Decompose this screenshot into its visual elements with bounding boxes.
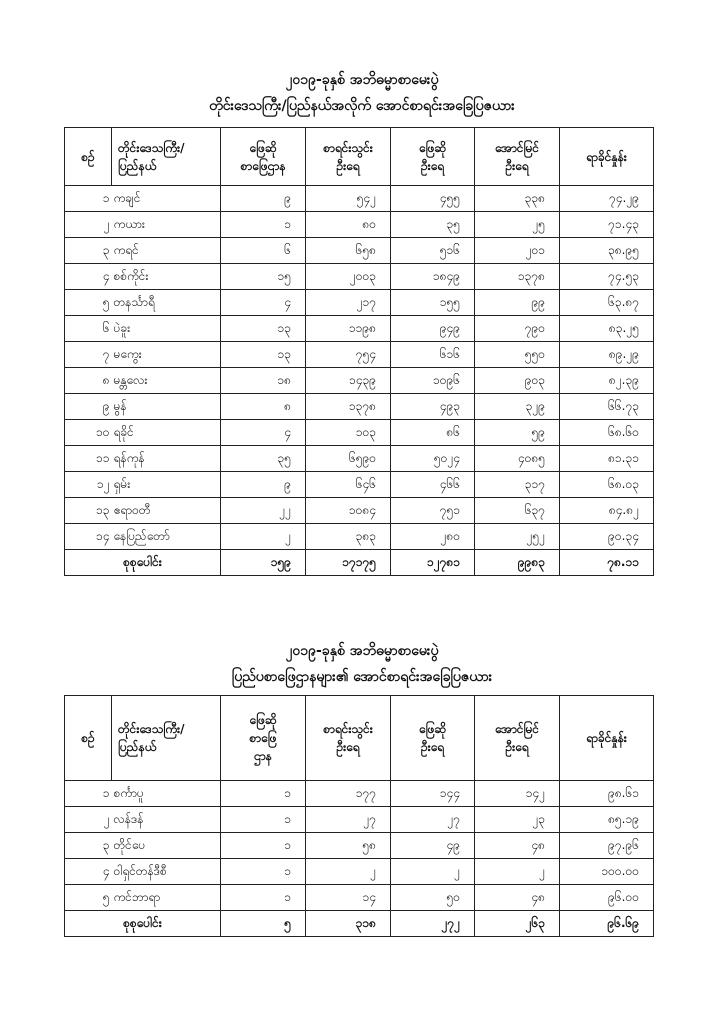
- row-percent: ၇၄.၂၉: [560, 186, 654, 212]
- row-percent: ၈၅.၁၉: [560, 807, 654, 833]
- row-sat: ၂၇: [391, 807, 475, 833]
- total-passed: ၉၉၈၃: [475, 550, 560, 576]
- row-centres: ၄: [221, 290, 306, 316]
- row-name: ဝါရှင်တန်ဒီစီ: [112, 859, 221, 885]
- row-number: ၁: [65, 186, 112, 212]
- row-percent: ၇၁.၄၃: [560, 212, 654, 238]
- row-sat: ၁၀၉၆: [391, 368, 475, 394]
- row-percent: ၈၂.၃၉: [560, 368, 654, 394]
- row-centres: ၁: [221, 885, 306, 911]
- row-registered: ၂: [306, 859, 391, 885]
- row-registered: ၈၀: [306, 212, 391, 238]
- header-sn: စဉ်: [65, 128, 112, 186]
- row-name: ရခိုင်: [112, 420, 221, 446]
- row-passed: ၅၅၀: [475, 342, 560, 368]
- row-passed: ၁၄၂: [475, 781, 560, 807]
- row-number: ၅: [65, 290, 112, 316]
- row-sat: ၇၅၁: [391, 498, 475, 524]
- row-passed: ၇၉၀: [475, 316, 560, 342]
- row-sat: ၅၀၂၄: [391, 446, 475, 472]
- total-centres: ၅: [221, 911, 306, 937]
- row-centres: ၂: [221, 524, 306, 550]
- row-name: ရန်ကုန်: [112, 446, 221, 472]
- row-number: ၁၃: [65, 498, 112, 524]
- section2-title-line2: ပြည်ပစာဖြေဌာနများ၏ အောင်စာရင်းအခြေပြဇယား: [231, 669, 493, 685]
- row-centres: ၁: [221, 833, 306, 859]
- row-sat: ၂၈၀: [391, 524, 475, 550]
- header-sat: ဖြေဆို ဦးရေ: [391, 128, 475, 186]
- row-registered: ၁၀၃: [306, 420, 391, 446]
- row-passed: ၂: [475, 859, 560, 885]
- total-percent: ၇၈.၁၁: [560, 550, 654, 576]
- table-row: [65, 781, 654, 807]
- row-name: မွန်: [112, 394, 221, 420]
- row-registered: ၁၄: [306, 885, 391, 911]
- table-row: [65, 186, 654, 212]
- row-name: နေပြည်တော်: [112, 524, 221, 550]
- row-centres: ၃၅: [221, 446, 306, 472]
- row-number: ၈: [65, 368, 112, 394]
- header-region: တိုင်းဒေသကြီး/ ပြည်နယ်: [112, 696, 221, 781]
- row-registered: ၅၄၂: [306, 186, 391, 212]
- overseas-results-table: [64, 695, 654, 937]
- row-number: ၁: [65, 781, 112, 807]
- row-sat: ၁၈၄၉: [391, 264, 475, 290]
- row-percent: ၈၁.၃၁: [560, 446, 654, 472]
- row-sat: ၁၄၄: [391, 781, 475, 807]
- row-name: ရှမ်း: [112, 472, 221, 498]
- row-centres: ၉: [221, 186, 306, 212]
- row-percent: ၈၄.၈၂: [560, 498, 654, 524]
- row-name: ကချင်: [112, 186, 221, 212]
- row-passed: ၄၀၈၅: [475, 446, 560, 472]
- row-centres: ၁၃: [221, 342, 306, 368]
- total-passed: ၂၆၃: [475, 911, 560, 937]
- row-number: ၆: [65, 316, 112, 342]
- total-row: [65, 911, 654, 937]
- total-centres: ၁၅၉: [221, 550, 306, 576]
- row-sat: ၄၅၅: [391, 186, 475, 212]
- table-row: [65, 472, 654, 498]
- total-sat: ၁၂၇၈၁: [391, 550, 475, 576]
- row-registered: ၃၈၃: [306, 524, 391, 550]
- row-percent: ၈၉.၂၉: [560, 342, 654, 368]
- row-sat: ၄၉: [391, 833, 475, 859]
- row-centres: ၁၅: [221, 264, 306, 290]
- table-row: [65, 290, 654, 316]
- row-registered: ၂၁၇: [306, 290, 391, 316]
- total-registered: ၁၇၁၇၅: [306, 550, 391, 576]
- row-sat: ၁၅၅: [391, 290, 475, 316]
- row-registered: ၇၅၄: [306, 342, 391, 368]
- row-registered: ၁၄၃၉: [306, 368, 391, 394]
- table-row: [65, 524, 654, 550]
- row-name: ကင်ဘာရာ: [112, 885, 221, 911]
- row-percent: ၈၃.၂၅: [560, 316, 654, 342]
- row-name: စင်္ကာပူ: [112, 781, 221, 807]
- header-centres: ဖြေဆို စာဖြေဌာန: [221, 128, 306, 186]
- row-sat: ၃၅: [391, 212, 475, 238]
- row-percent: ၆၈.၀၃: [560, 472, 654, 498]
- row-passed: ၄၈: [475, 833, 560, 859]
- header-registered: စာရင်းသွင်း ဦးရေ: [306, 128, 391, 186]
- section2-title-line1: ၂၀၁၉-ခုနှစ် အဘိဓမ္မာစာမေးပွဲ: [285, 643, 439, 659]
- row-passed: ၂၅: [475, 212, 560, 238]
- row-number: ၃: [65, 833, 112, 859]
- total-percent: ၉၆.၆၉: [560, 911, 654, 937]
- row-sat: ၂: [391, 859, 475, 885]
- row-centres: ၁၃: [221, 316, 306, 342]
- row-number: ၁၂: [65, 472, 112, 498]
- row-sat: ၈၆: [391, 420, 475, 446]
- row-sat: ၅၀: [391, 885, 475, 911]
- overseas-results-body: [65, 781, 654, 937]
- row-name: ကယား: [112, 212, 221, 238]
- row-number: ၂: [65, 212, 112, 238]
- table-row: [65, 316, 654, 342]
- row-name: တနင်္သာရီ: [112, 290, 221, 316]
- row-passed: ၂၃: [475, 807, 560, 833]
- row-percent: ၉၇.၉၆: [560, 833, 654, 859]
- region-results-body: [65, 186, 654, 576]
- total-registered: ၃၁၈: [306, 911, 391, 937]
- row-number: ၂: [65, 807, 112, 833]
- row-name: လန်ဒန်: [112, 807, 221, 833]
- table-row: [65, 238, 654, 264]
- row-name: ကရင်: [112, 238, 221, 264]
- row-name: စစ်ကိုင်း: [112, 264, 221, 290]
- row-passed: ၂၅၂: [475, 524, 560, 550]
- row-passed: ၄၈: [475, 885, 560, 911]
- row-passed: ၃၃၈: [475, 186, 560, 212]
- row-sat: ၅၁၆: [391, 238, 475, 264]
- row-centres: ၈: [221, 394, 306, 420]
- row-sat: ၆၁၆: [391, 342, 475, 368]
- table-row: [65, 833, 654, 859]
- row-passed: ၃၂၉: [475, 394, 560, 420]
- row-percent: ၆၃.၈၇: [560, 290, 654, 316]
- section1-title-line2: တိုင်းဒေသကြီး/ပြည်နယ်အလိုက် အောင်စာရင်းအခြေပြဇယား: [209, 98, 515, 114]
- row-centres: ၁: [221, 212, 306, 238]
- row-registered: ၂၇: [306, 807, 391, 833]
- total-row: [65, 550, 654, 576]
- header-percent: ရာခိုင်နှုန်း: [560, 128, 654, 186]
- table-row: [65, 342, 654, 368]
- header-passed: အောင်မြင် ဦးရေ: [475, 696, 560, 781]
- row-sat: ၄၉၃: [391, 394, 475, 420]
- row-sat: ၉၄၉: [391, 316, 475, 342]
- header-region: တိုင်းဒေသကြီး/ ပြည်နယ်: [112, 128, 221, 186]
- row-number: ၉: [65, 394, 112, 420]
- row-passed: ၃၁၇: [475, 472, 560, 498]
- row-percent: ၉၈.၆၁: [560, 781, 654, 807]
- table-row: [65, 859, 654, 885]
- row-passed: ၅၉: [475, 420, 560, 446]
- row-registered: ၆၅၉၀: [306, 446, 391, 472]
- table-row: [65, 394, 654, 420]
- row-number: ၇: [65, 342, 112, 368]
- row-number: ၅: [65, 885, 112, 911]
- row-passed: ၂၀၁: [475, 238, 560, 264]
- row-percent: ၆၈.၆၀: [560, 420, 654, 446]
- row-percent: ၆၆.၇၃: [560, 394, 654, 420]
- row-centres: ၁: [221, 859, 306, 885]
- row-centres: ၄: [221, 420, 306, 446]
- row-passed: ၉၉: [475, 290, 560, 316]
- total-label: စုစုပေါင်း: [65, 911, 221, 937]
- table-row: [65, 420, 654, 446]
- row-number: ၃: [65, 238, 112, 264]
- row-percent: ၃၈.၉၅: [560, 238, 654, 264]
- row-percent: ၁၀၀.၀၀: [560, 859, 654, 885]
- row-registered: ၁၃၇၈: [306, 394, 391, 420]
- table-row: [65, 264, 654, 290]
- header-sat: ဖြေဆို ဦးရေ: [391, 696, 475, 781]
- row-percent: ၉၀.၃၄: [560, 524, 654, 550]
- row-registered: ၆၄၆: [306, 472, 391, 498]
- total-sat: ၂၇၂: [391, 911, 475, 937]
- row-name: မန္တလေး: [112, 368, 221, 394]
- row-number: ၁၀: [65, 420, 112, 446]
- row-number: ၄: [65, 859, 112, 885]
- table-row: [65, 212, 654, 238]
- row-passed: ၆၃၇: [475, 498, 560, 524]
- row-percent: ၉၆.၀၀: [560, 885, 654, 911]
- row-passed: ၉၀၃: [475, 368, 560, 394]
- table-row: [65, 446, 654, 472]
- row-sat: ၄၆၆: [391, 472, 475, 498]
- row-registered: ၅၈: [306, 833, 391, 859]
- table-row: [65, 885, 654, 911]
- row-name: ဧရာဝတီ: [112, 498, 221, 524]
- header-sn: စဉ်: [65, 696, 112, 781]
- row-centres: ၁: [221, 807, 306, 833]
- header-percent: ရာခိုင်နှုန်း: [560, 696, 654, 781]
- row-registered: ၂၀၀၃: [306, 264, 391, 290]
- row-name: တိုင်ပေ: [112, 833, 221, 859]
- row-number: ၁၁: [65, 446, 112, 472]
- table-row: [65, 368, 654, 394]
- row-centres: ၉: [221, 472, 306, 498]
- row-percent: ၇၄.၅၃: [560, 264, 654, 290]
- header-centres: ဖြေဆို စာဖြေ ဌာန: [221, 696, 306, 781]
- total-label: စုစုပေါင်း: [65, 550, 221, 576]
- header-passed: အောင်မြင် ဦးရေ: [475, 128, 560, 186]
- row-name: မကွေး: [112, 342, 221, 368]
- row-number: ၁၄: [65, 524, 112, 550]
- table-row: [65, 498, 654, 524]
- row-registered: ၁၇၇: [306, 781, 391, 807]
- row-number: ၄: [65, 264, 112, 290]
- section1-title-line1: ၂၀၁၉-ခုနှစ် အဘိဓမ္မာစာမေးပွဲ: [285, 72, 439, 88]
- row-centres: ၆: [221, 238, 306, 264]
- region-results-table: [64, 127, 654, 576]
- row-registered: ၆၅၈: [306, 238, 391, 264]
- row-registered: ၁၀၈၄: [306, 498, 391, 524]
- table-row: [65, 807, 654, 833]
- row-centres: ၂၂: [221, 498, 306, 524]
- row-passed: ၁၃၇၈: [475, 264, 560, 290]
- row-registered: ၁၁၉၈: [306, 316, 391, 342]
- row-centres: ၁၈: [221, 368, 306, 394]
- row-name: ပဲခူး: [112, 316, 221, 342]
- header-registered: စာရင်းသွင်း ဦးရေ: [306, 696, 391, 781]
- row-centres: ၁: [221, 781, 306, 807]
